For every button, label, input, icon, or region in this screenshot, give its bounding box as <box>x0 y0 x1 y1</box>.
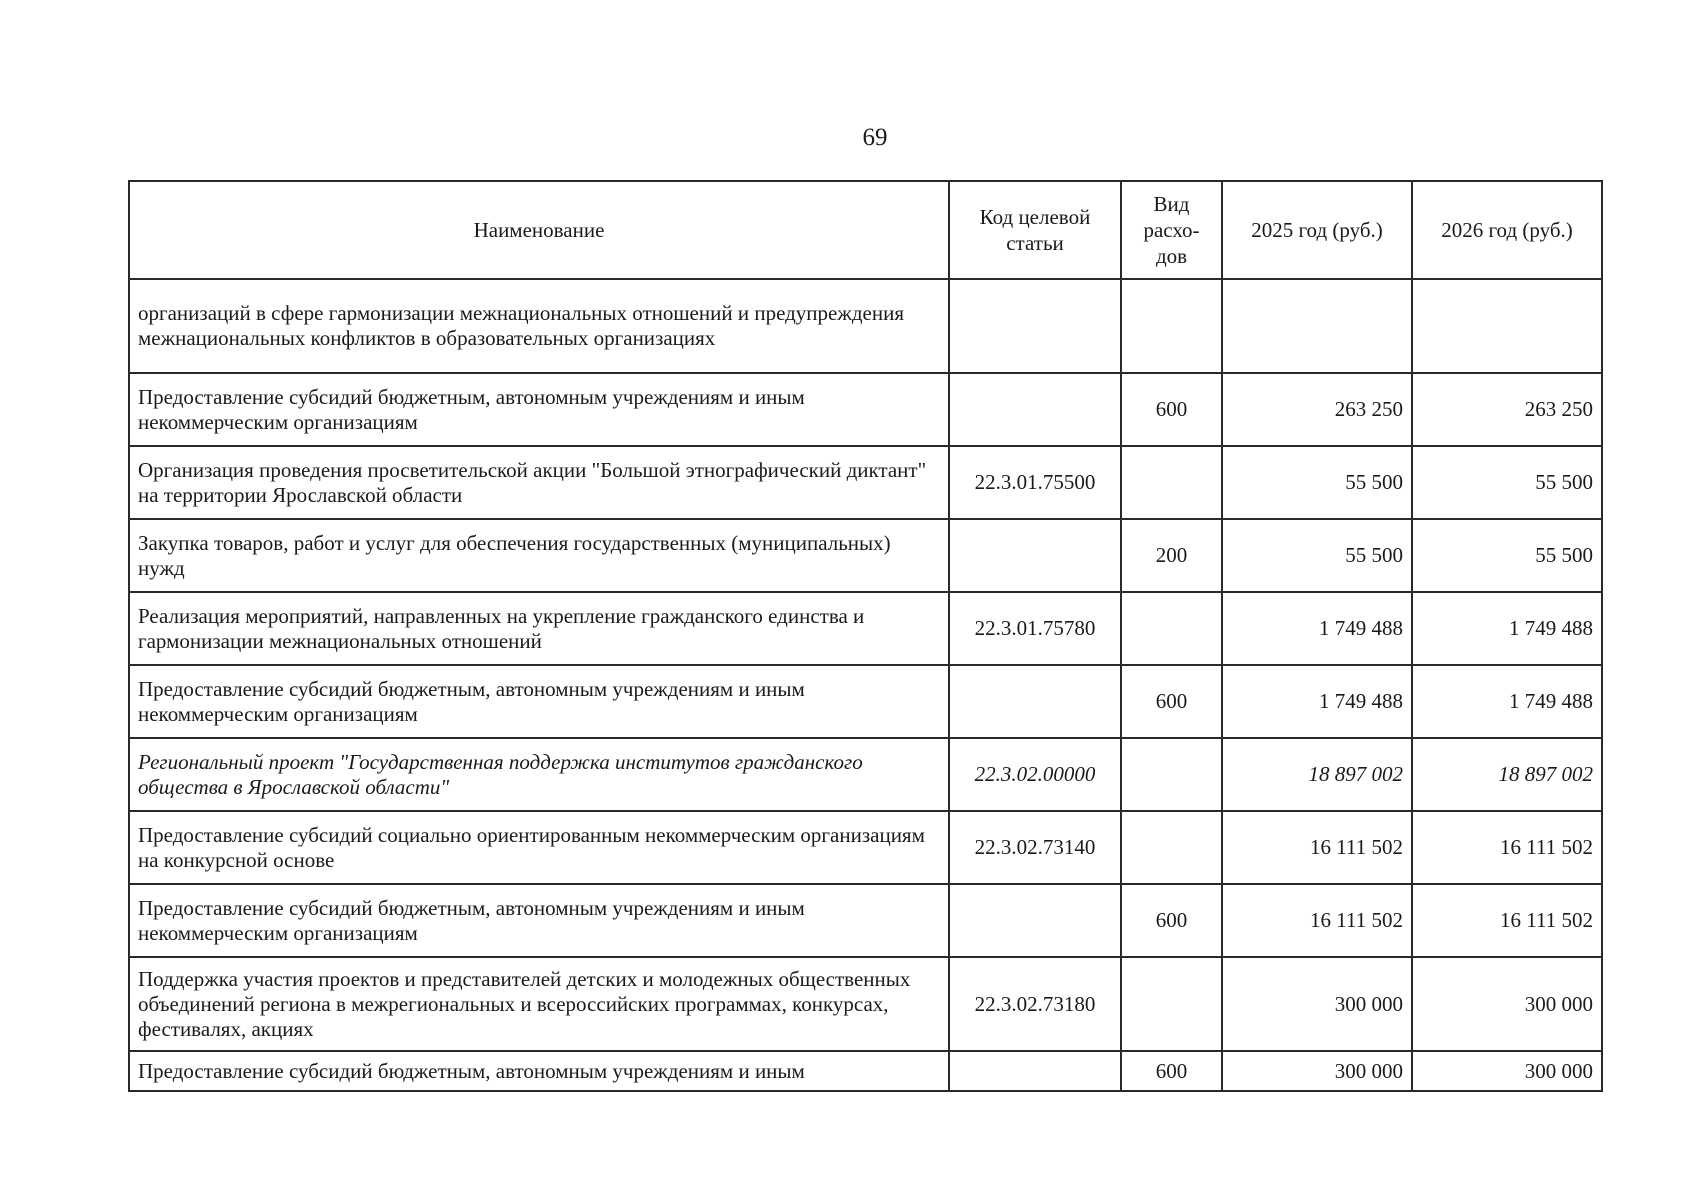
cell-code: 22.3.02.00000 <box>949 738 1121 811</box>
table-row <box>129 811 1602 884</box>
cell-code <box>949 884 1121 957</box>
cell-code: 22.3.02.73140 <box>949 811 1121 884</box>
budget-table <box>128 180 1603 1092</box>
cell-kind: 200 <box>1121 519 1222 592</box>
cell-name: Реализация мероприятий, направленных на укрепление гражданского единства и гармонизации межнациональных отношений <box>129 592 949 665</box>
header-2025: 2025 год (руб.) <box>1222 181 1412 279</box>
cell-2025: 18 897 002 <box>1222 738 1412 811</box>
table-row-regional-project <box>129 738 1602 811</box>
cell-name: организаций в сфере гармонизации межнациональных отношений и предупреждения межнациональных конфликтов в образовательных организациях <box>129 279 949 373</box>
cell-kind <box>1121 592 1222 665</box>
table-row <box>129 957 1602 1051</box>
cell-code <box>949 1051 1121 1091</box>
table-row <box>129 519 1602 592</box>
cell-name: Предоставление субсидий социально ориентированным некоммерческим организациям на конкурсной основе <box>129 811 949 884</box>
header-code: Код целевой статьи <box>949 181 1121 279</box>
cell-name: Предоставление субсидий бюджетным, автономным учреждениям и иным некоммерческим организациям <box>129 884 949 957</box>
cell-2026: 55 500 <box>1412 446 1602 519</box>
cell-2026: 16 111 502 <box>1412 811 1602 884</box>
cell-2025: 55 500 <box>1222 446 1412 519</box>
table-row <box>129 279 1602 373</box>
cell-kind <box>1121 811 1222 884</box>
header-2026: 2026 год (руб.) <box>1412 181 1602 279</box>
cell-2025: 300 000 <box>1222 957 1412 1051</box>
cell-name: Поддержка участия проектов и представителей детских и молодежных общественных объединений региона в межрегиональных и всероссийских программах, конкурсах, фестивалях, акциях <box>129 957 949 1051</box>
cell-2026: 55 500 <box>1412 519 1602 592</box>
cell-name: Предоставление субсидий бюджетным, автономным учреждениям и иным <box>129 1051 949 1091</box>
table-row <box>129 592 1602 665</box>
cell-kind: 600 <box>1121 1051 1222 1091</box>
cell-name: Предоставление субсидий бюджетным, автономным учреждениям и иным некоммерческим организациям <box>129 665 949 738</box>
cell-2025: 263 250 <box>1222 373 1412 446</box>
cell-code <box>949 665 1121 738</box>
cell-2026: 300 000 <box>1412 957 1602 1051</box>
page-number: 69 <box>862 124 888 151</box>
cell-kind: 600 <box>1121 884 1222 957</box>
cell-code: 22.3.02.73180 <box>949 957 1121 1051</box>
cell-name: Закупка товаров, работ и услуг для обеспечения государственных (муниципальных) нужд <box>129 519 949 592</box>
cell-code <box>949 519 1121 592</box>
cell-code: 22.3.01.75780 <box>949 592 1121 665</box>
cell-2026: 263 250 <box>1412 373 1602 446</box>
cell-2025: 300 000 <box>1222 1051 1412 1091</box>
cell-kind: 600 <box>1121 665 1222 738</box>
cell-name: Региональный проект "Государственная поддержка институтов гражданского общества в Ярославской области" <box>129 738 949 811</box>
table-row <box>129 446 1602 519</box>
table-row <box>129 884 1602 957</box>
cell-code <box>949 373 1121 446</box>
table-row <box>129 665 1602 738</box>
cell-2025: 1 749 488 <box>1222 592 1412 665</box>
cell-kind <box>1121 446 1222 519</box>
cell-code <box>949 279 1121 373</box>
cell-2026: 1 749 488 <box>1412 665 1602 738</box>
cell-name: Предоставление субсидий бюджетным, автономным учреждениям и иным некоммерческим организациям <box>129 373 949 446</box>
cell-name: Организация проведения просветительской акции "Большой этнографический диктант" на территории Ярославской области <box>129 446 949 519</box>
cell-code: 22.3.01.75500 <box>949 446 1121 519</box>
cell-2025: 16 111 502 <box>1222 884 1412 957</box>
cell-kind <box>1121 738 1222 811</box>
header-name: Наименование <box>129 181 949 279</box>
cell-2025: 55 500 <box>1222 519 1412 592</box>
table-row <box>129 1051 1602 1091</box>
cell-2025: 1 749 488 <box>1222 665 1412 738</box>
cell-2026: 1 749 488 <box>1412 592 1602 665</box>
cell-2025 <box>1222 279 1412 373</box>
cell-2026 <box>1412 279 1602 373</box>
cell-2026: 18 897 002 <box>1412 738 1602 811</box>
cell-2026: 300 000 <box>1412 1051 1602 1091</box>
cell-2026: 16 111 502 <box>1412 884 1602 957</box>
cell-kind <box>1121 279 1222 373</box>
cell-2025: 16 111 502 <box>1222 811 1412 884</box>
table-row <box>129 373 1602 446</box>
cell-kind: 600 <box>1121 373 1222 446</box>
table-header-row <box>129 181 1602 279</box>
cell-kind <box>1121 957 1222 1051</box>
header-kind: Вид расхо-дов <box>1121 181 1222 279</box>
